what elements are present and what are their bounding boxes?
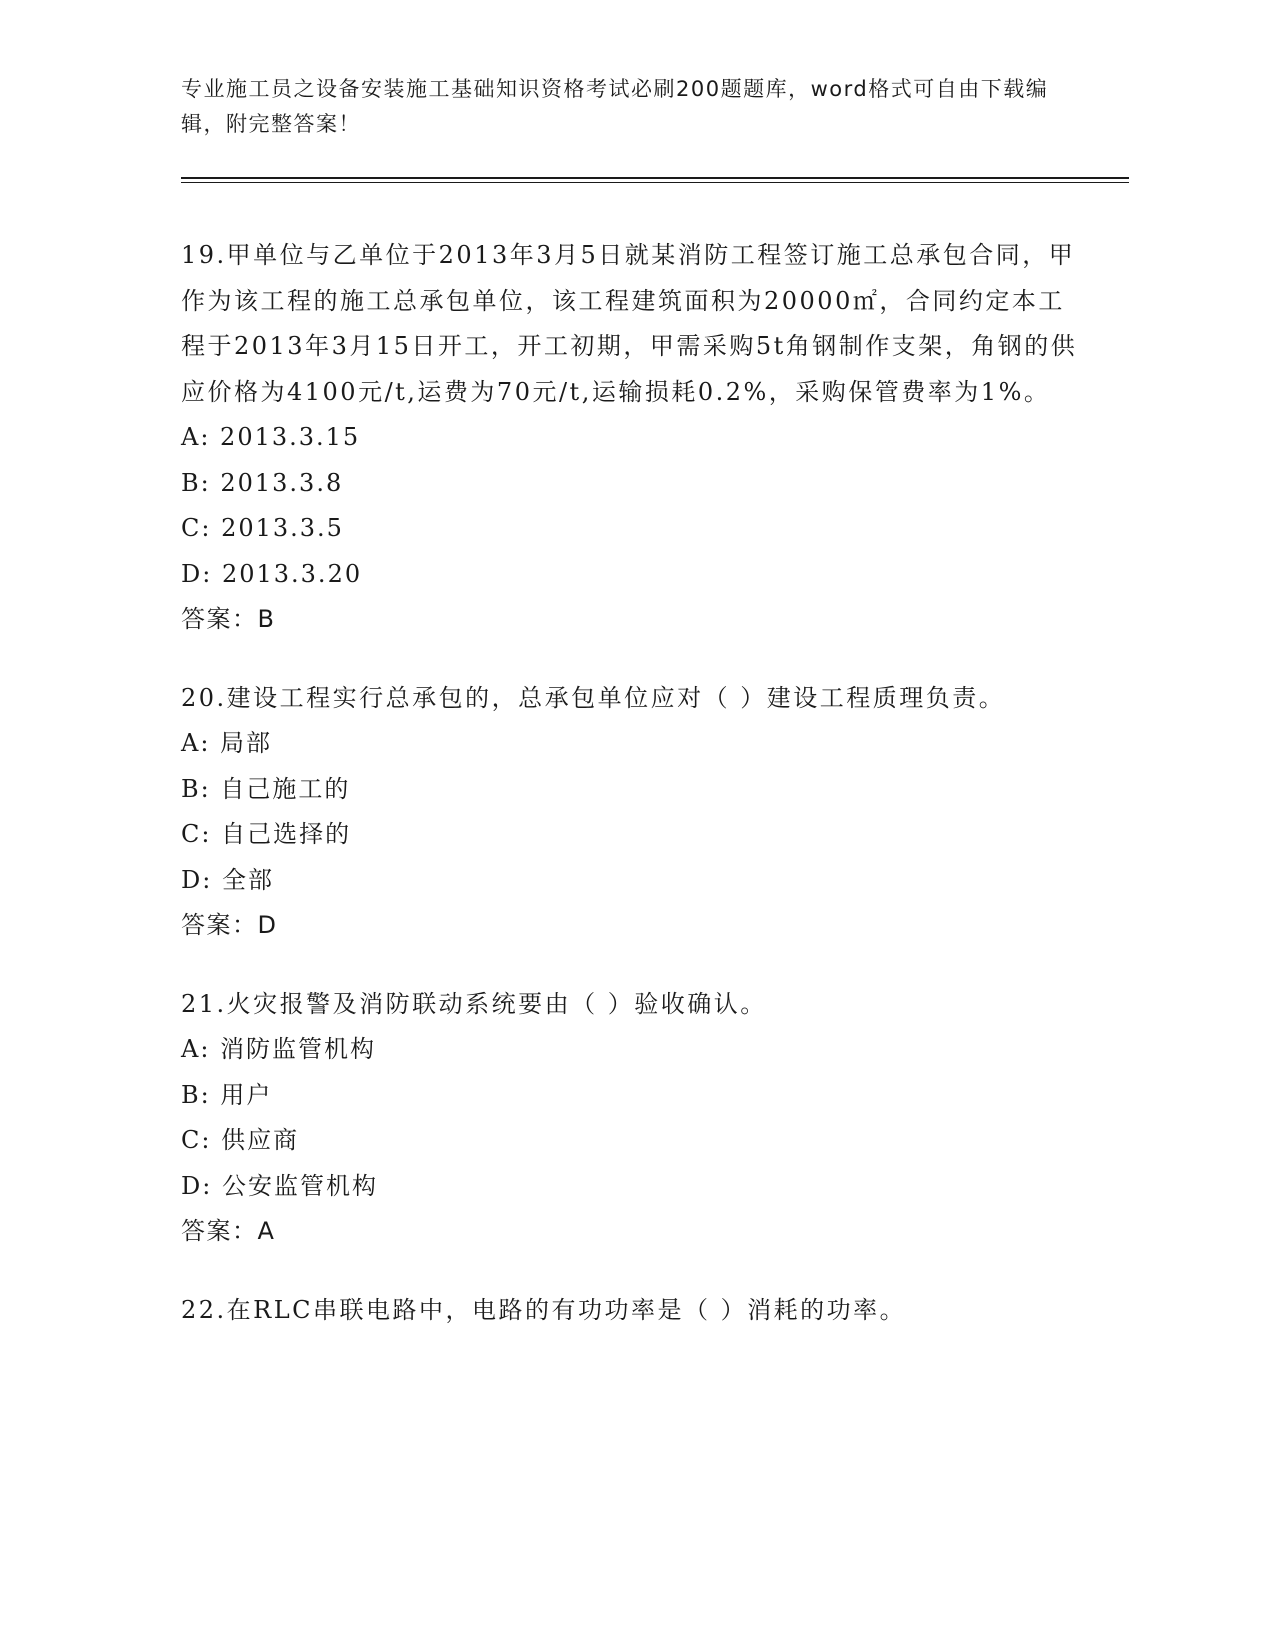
option-b: B: 2013.3.8 bbox=[181, 468, 344, 497]
option-a: A: 消防监管机构 bbox=[181, 1035, 377, 1063]
answer: 答案：D bbox=[181, 911, 278, 939]
document-header: 专业施工员之设备安装施工基础知识资格考试必刷200题题库，word格式可自由下载编辑，附完整答案！ bbox=[181, 77, 1049, 136]
question-20 bbox=[181, 676, 1081, 949]
question-text: 20.建设工程实行总承包的，总承包单位应对（ ）建设工程质理负责。 bbox=[181, 683, 1006, 712]
option-d: D: 全部 bbox=[181, 865, 274, 894]
question-text: 22.在RLC串联电路中，电路的有功功率是（ ）消耗的功率。 bbox=[181, 1295, 907, 1324]
answer: 答案：A bbox=[181, 1217, 276, 1245]
option-c: C: 供应商 bbox=[181, 1126, 300, 1154]
question-19 bbox=[181, 233, 1081, 643]
option-d: D: 公安监管机构 bbox=[181, 1171, 378, 1200]
option-a: A: 局部 bbox=[181, 729, 273, 757]
question-list bbox=[181, 233, 1081, 1366]
option-c: C: 2013.3.5 bbox=[181, 514, 344, 542]
option-c: C: 自己选择的 bbox=[181, 820, 352, 848]
question-22 bbox=[181, 1288, 1081, 1334]
question-text: 21.火灾报警及消防联动系统要由（ ）验收确认。 bbox=[181, 989, 767, 1018]
option-b: B: 用户 bbox=[181, 1080, 273, 1109]
question-21 bbox=[181, 982, 1081, 1255]
question-text: 19.甲单位与乙单位于2013年3月5日就某消防工程签订施工总承包合同，甲作为该工程的施工总承包单位，该工程建筑面积为20000㎡，合同约定本工程于2013年3月15日开工，开工初期，甲需采购5t角钢制作支架，角钢的供应价格为4100元/t,运费为70元/t,运输损耗0.2%，采购保管费率为1%。 bbox=[181, 241, 1078, 406]
header-divider-thick bbox=[181, 177, 1129, 179]
answer: 答案：B bbox=[181, 605, 276, 633]
option-d: D: 2013.3.20 bbox=[181, 559, 363, 588]
option-b: B: 自己施工的 bbox=[181, 774, 351, 803]
header-divider-thin bbox=[181, 182, 1129, 183]
option-a: A: 2013.3.15 bbox=[181, 423, 361, 451]
